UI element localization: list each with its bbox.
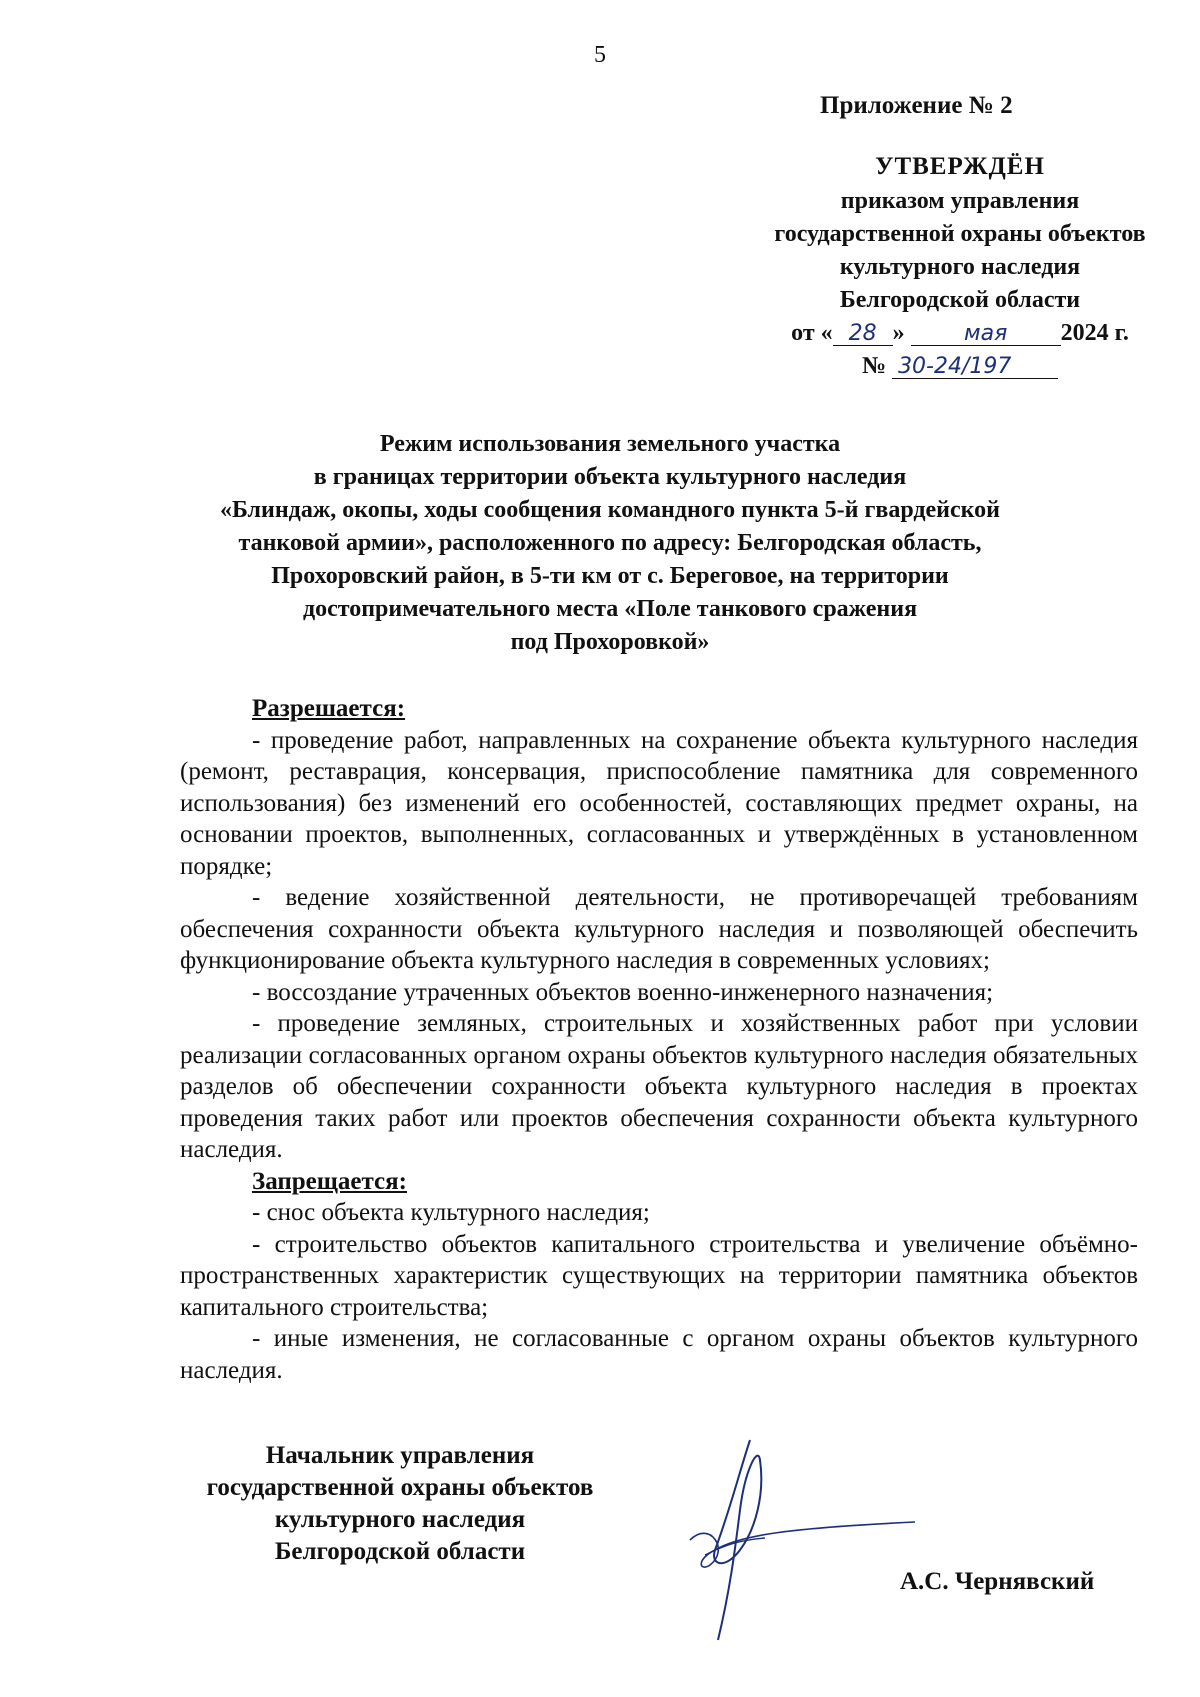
page-number: 5 [594,42,606,68]
title-line: «Блиндаж, окопы, ходы сообщения командного пункта 5-й гвардейской [220,497,1000,523]
date-year: 2024 г. [1060,320,1129,346]
document-body [180,693,1138,1386]
number-prefix: № [861,353,887,379]
date-prefix: от « [791,320,833,346]
date-month-handwritten: мая [911,323,1061,346]
approval-line: Белгородской области [839,287,1081,313]
order-number-handwritten: 30-24/197 [892,356,1058,379]
title-line: в границах территории объекта культурного наследия [313,464,907,490]
prohibited-item: - иные изменения, не согласованные с органом охраны объектов культурного наследия. [180,1325,1138,1384]
allowed-heading: Разрешается: [252,695,406,722]
allowed-item: - проведение земляных, строительных и хозяйственных работ при условии реализации согласованных органом охраны объектов культурного наследия обязательных разделов об обеспечении сохранности объекта культурного наследия в проектах проведения таких работ или проектов обеспечения сохранности объекта культурного наследия. [180,1010,1138,1163]
signatory-position [180,1440,620,1568]
signatory-name: А.С. Чернявский [900,1568,1095,1595]
allowed-item: - воссоздание утраченных объектов военно-инженерного назначения; [252,978,994,1006]
prohibited-item: - строительство объектов капитального строительства и увеличение объёмно-пространственных характеристик существующих на территории памятника объектов капитального строительства; [180,1230,1138,1321]
date-day-handwritten: 28 [833,323,893,346]
position-line: государственной охраны объектов [206,1474,594,1501]
handwritten-signature [670,1400,920,1650]
title-line: Режим использования земельного участка [379,431,841,457]
approval-line: приказом управления [840,188,1080,214]
allowed-item: - ведение хозяйственной деятельности, не противоречащей требованиям обеспечения сохранности объекта культурного наследия и позволяющей обеспечить функционирование объекта культурного наследия в современных условиях; [180,884,1138,974]
prohibited-heading: Запрещается: [252,1167,408,1195]
position-line: Белгородской области [274,1538,526,1565]
approval-date [700,317,1200,350]
title-line: под Прохоровкой» [510,629,710,655]
approval-number [700,350,1200,383]
allowed-item: - проведение работ, направленных на сохранение объекта культурного наследия (ремонт, реставрация, консервация, приспособление памятника для современного использования) без изменений его особенностей, составляющих предмет охраны, на основании проектов, выполненных, согласованных и утверждённых в установленном порядке; [180,726,1138,880]
approval-block [700,150,1200,383]
date-mid: » [892,320,905,346]
title-line: Прохоровский район, в 5-ти км от с. Береговое, на территории [271,563,949,589]
title-line: танковой армии», расположенного по адресу: Белгородская область, [238,530,982,556]
approval-title: УТВЕРЖДЁН [875,153,1045,180]
approval-line: государственной охраны объектов [774,221,1146,247]
prohibited-item: - снос объекта культурного наследия; [252,1199,650,1226]
appendix-label: Приложение № 2 [820,92,1013,119]
position-line: Начальник управления [265,1442,535,1469]
document-title [180,428,1040,659]
approval-line: культурного наследия [839,254,1081,280]
position-line: культурного наследия [274,1506,526,1533]
title-line: достопримечательного места «Поле танкового сражения [302,596,918,622]
